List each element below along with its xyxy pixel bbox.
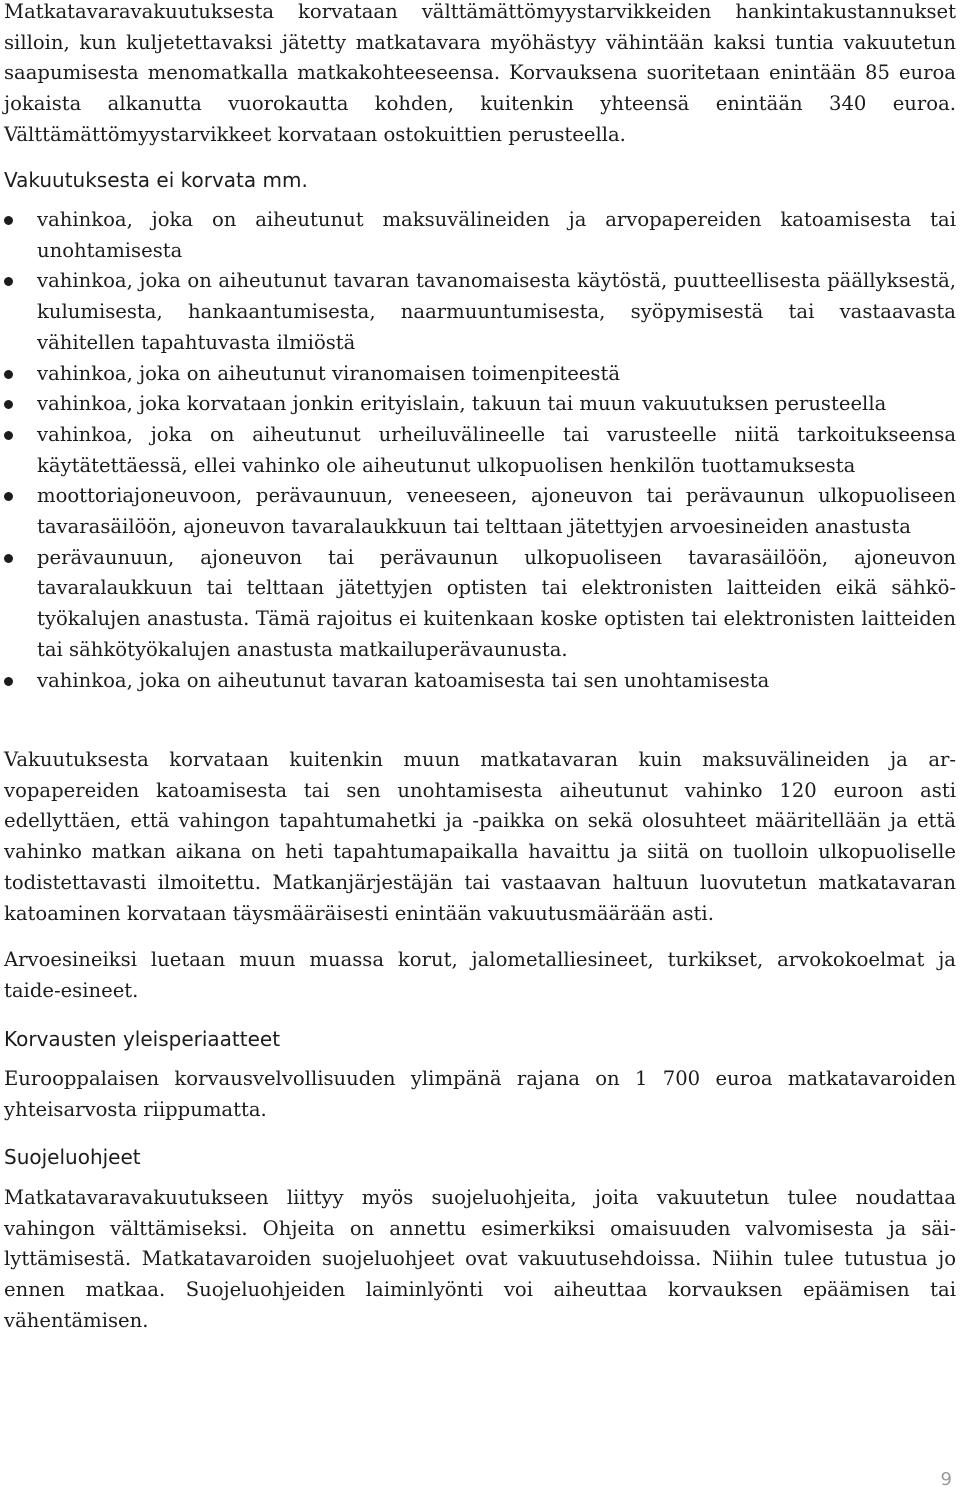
bullet-icon (4, 492, 13, 501)
list-item (4, 266, 956, 358)
list-item-text: vahinkoa, joka on aiheutunut tavaran katoamisesta tai sen unohtamisesta (37, 668, 770, 692)
bullet-icon (4, 554, 13, 563)
list-item-text: moottoriajoneuvoon, perävaunuun, veneeseen, ajoneuvon tai perävaunun ulkopuoliseen tavarasäilöön, ajoneuvon tavaralaukkuun tai telttaan jätettyjen arvoesineiden anastusta (37, 484, 956, 539)
bullet-icon (4, 431, 13, 440)
list-item-text: vahinkoa, joka on aiheutunut tavaran tavanomaisesta käytöstä, puutteellisesta päällyksestä, kulumisesta, hankaantumisesta, naarmuuntumisesta, syöpymisestä tai vastaavasta vähitellen tapahtuvasta ilmiöstä (37, 269, 956, 354)
list-item (4, 420, 956, 481)
bullet-icon (4, 400, 13, 409)
principles-heading: Korvausten yleisperiaatteet (4, 1027, 281, 1051)
bullet-icon (4, 677, 13, 686)
protection-heading: Suojeluohjeet (4, 1145, 141, 1169)
list-item-text: vahinkoa, joka on aiheutunut maksuvälineiden ja arvopapereiden katoamisesta tai unohtamisesta (37, 208, 956, 262)
list-item (4, 205, 956, 266)
list-item (4, 666, 956, 697)
list-item-text: vahinkoa, joka on aiheutunut viranomaisen toimenpiteestä (37, 361, 621, 385)
list-item (4, 481, 956, 542)
principles-paragraph: Eurooppalaisen korvausvelvollisuuden ylimpänä rajana on 1 700 euroa matkatavaroiden yhteisarvosta riippumatta. (4, 1067, 956, 1121)
list-item-text: vahinkoa, joka korvataan jonkin erityislain, takuun tai muun vakuutuksen perusteella (37, 392, 887, 416)
intro-paragraph: Matkatavaravakuutuksesta korvataan välttämättömyystarvikkeiden hankintakustannukset silloin, kun kuljetettavaksi jätetty matkatavara myöhästyy vähintään kaksi tuntia vakuutetun saapumisesta menomatkalla matkakohteeseensa. Korvauksena suoritetaan enintään 85 euroa jokaista alkanutta vuorokautta kohden, kuitenkin yhteensä enintään 340 euroa. Välttämättömyystarvikkeet korvataan ostokuittien perusteella. (4, 0, 956, 146)
list-item-text: vahinkoa, joka on aiheutunut urheiluvälineelle tai varusteelle niitä tarkoitukseensa käytätettäessä, ellei vahinko ole aiheutunut ulkopuolisen henkilön tuottamuksesta (37, 422, 956, 477)
list-item-text: perävaunuun, ajoneuvon tai perävaunun ulkopuoliseen tavarasäilöön, ajoneuvon tavaralaukkuun tai telttaan jätettyjen optisten tai elektronisten laitteiden eikä sähkötyökalujen anastusta. Tämä rajoitus ei kuitenkaan koske optisten tai elektronisten laitteiden tai sähkötyökalujen anastusta matkailuperävaunusta. (37, 545, 956, 661)
list-item (4, 359, 956, 390)
exclusions-list (4, 205, 956, 696)
valuables-paragraph: Arvoesineiksi luetaan muun muassa korut, jalometalliesineet, turkikset, arvokokoelmat ja taide-esineet. (4, 948, 956, 1002)
protection-paragraph: Matkatavaravakuutukseen liittyy myös suojeluohjeita, joita vakuutetun tulee noudattaa vahingon välttämiseksi. Ohjeita on annettu esimerkiksi omaisuuden valvomisesta ja säilyttämisestä. Matkatavaroiden suojeluohjeet ovat vakuutusehdoissa. Niihin tulee tutustua jo ennen matkaa. Suojeluohjeiden laiminlyönti voi aiheuttaa korvauksen epäämisen tai vähentämisen. (4, 1186, 956, 1332)
list-item (4, 543, 956, 666)
loss-paragraph: Vakuutuksesta korvataan kuitenkin muun matkatavaran kuin maksuvälineiden ja arvopapereiden katoamisesta tai sen unohtamisesta aiheutunut vahinko 120 euroon asti edellyttäen, että vahingon tapahtumahetki ja -paikka on sekä olosuhteet määritellään ja että vahinko matkan aikana on heti tapahtumapaikalla havaittu ja siitä on tuolloin ulkopuoliselle todistettavasti ilmoitettu. Matkanjärjestäjän tai vastaavan haltuun luovutetun matkatavaran katoaminen korvataan täysmääräisesti enintään vakuutusmäärään asti. (4, 748, 956, 925)
bullet-icon (4, 370, 13, 379)
exclusions-heading: Vakuutuksesta ei korvata mm. (4, 168, 308, 192)
bullet-icon (4, 277, 13, 286)
bullet-icon (4, 216, 13, 225)
list-item (4, 389, 956, 420)
page-number: 9 (940, 1469, 952, 1490)
